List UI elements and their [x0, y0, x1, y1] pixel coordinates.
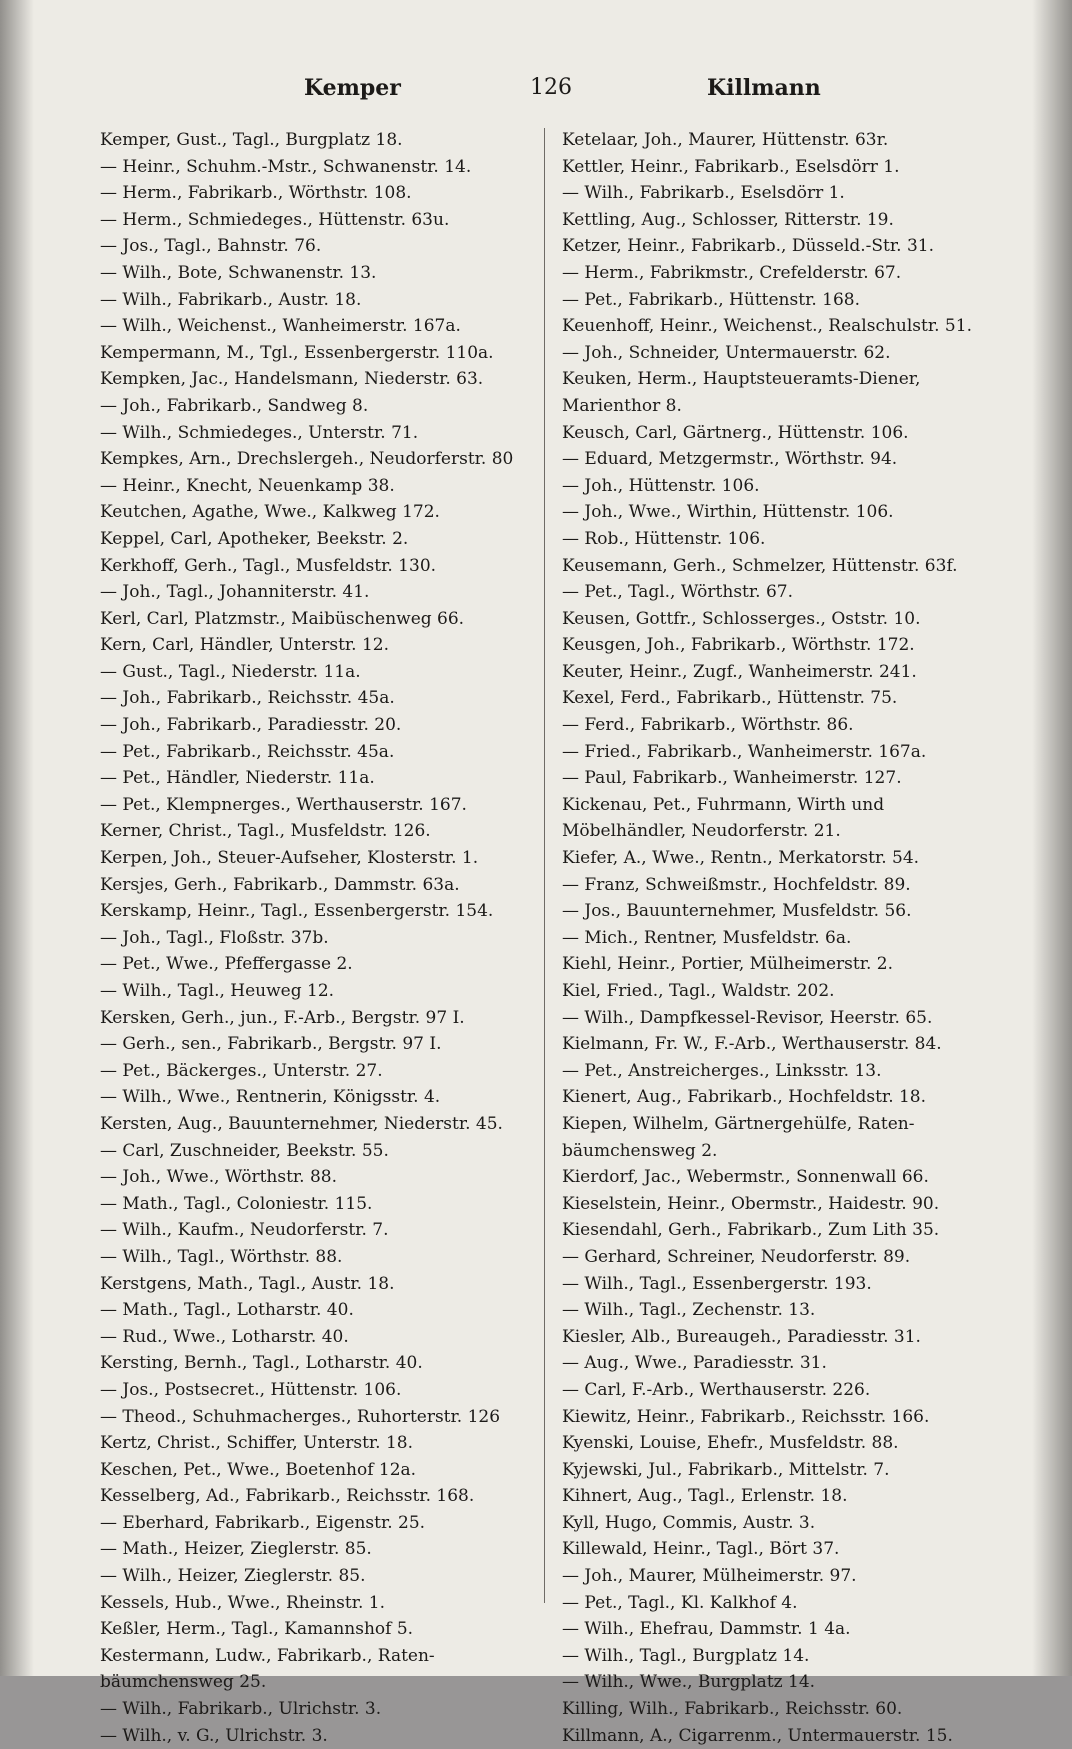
directory-entry: — Wilh., Tagl., Heuweg 12.: [100, 981, 335, 1001]
directory-entry: — Gerh., sen., Fabrikarb., Bergstr. 97 I.: [100, 1034, 442, 1055]
directory-entry: — Wilh., Tagl., Burgplatz 14.: [562, 1645, 810, 1666]
directory-entry: — Joh., Maurer, Mülheimerstr. 97.: [562, 1566, 857, 1587]
directory-entry: — Wilh., Wwe., Rentnerin, Königsstr. 4.: [100, 1087, 441, 1108]
directory-entry: — Wilh., Fabrikarb., Ulrichstr. 3.: [100, 1699, 382, 1720]
directory-entry: Keppel, Carl, Apotheker, Beekstr. 2.: [100, 528, 409, 549]
directory-entry: Keusgen, Joh., Fabrikarb., Wörthstr. 172.: [562, 635, 915, 656]
directory-entry: Kiehl, Heinr., Portier, Mülheimerstr. 2.: [562, 954, 894, 975]
page-edge-shadow-right: [1032, 0, 1072, 1676]
directory-entry: Keusen, Gottfr., Schlosserges., Oststr. 10.: [562, 608, 921, 629]
directory-entry: Kersten, Aug., Bauunternehmer, Niederstr. 45.: [100, 1113, 503, 1134]
directory-entry: Kerstgens, Math., Tagl., Austr. 18.: [100, 1273, 395, 1294]
directory-entry: Kempermann, M., Tgl., Essenbergerstr. 110a.: [100, 342, 494, 363]
directory-entry: — Herm., Schmiedeges., Hüttenstr. 63u.: [100, 209, 450, 230]
directory-entry: — Herm., Fabrikarb., Wörthstr. 108.: [100, 183, 412, 204]
directory-entry: Kempkes, Arn., Drechslergeh., Neudorferstr. 80: [100, 449, 514, 470]
header-right-catchword: Killmann: [707, 75, 821, 101]
directory-entry: — Aug., Wwe., Paradiesstr. 31.: [562, 1353, 827, 1374]
directory-entry: — Wilh., Dampfkessel-Revisor, Heerstr. 65.: [562, 1007, 933, 1028]
directory-entry: Kyenski, Louise, Ehefr., Musfeldstr. 88.: [562, 1433, 899, 1454]
directory-entry: Kerkhoff, Gerh., Tagl., Musfeldstr. 130.: [100, 555, 437, 576]
directory-entry: Kexel, Ferd., Fabrikarb., Hüttenstr. 75.: [562, 688, 898, 709]
directory-entry: Kiesendahl, Gerh., Fabrikarb., Zum Lith 35.: [562, 1220, 940, 1241]
directory-entry: — Pet., Tagl., Kl. Kalkhof 4.: [562, 1592, 798, 1613]
directory-entry: — Pet., Bäckerges., Unterstr. 27.: [100, 1060, 383, 1081]
directory-entry: — Math., Tagl., Lotharstr. 40.: [100, 1300, 354, 1321]
directory-entry: Kesselberg, Ad., Fabrikarb., Reichsstr. 168.: [100, 1486, 475, 1507]
directory-entry: Kempken, Jac., Handelsmann, Niederstr. 63.: [100, 369, 484, 390]
directory-entry: — Joh., Fabrikarb., Reichsstr. 45a.: [100, 688, 395, 709]
directory-entry: — Wilh., Weichenst., Wanheimerstr. 167a.: [100, 316, 461, 337]
directory-entry: Kickenau, Pet., Fuhrmann, Wirth und: [562, 794, 885, 815]
directory-entry: — Carl, Zuschneider, Beekstr. 55.: [100, 1140, 389, 1161]
directory-entry: Kettling, Aug., Schlosser, Ritterstr. 19.: [562, 209, 894, 230]
directory-entry: Kerskamp, Heinr., Tagl., Essenbergerstr. 154.: [100, 901, 494, 922]
directory-entry: Kersjes, Gerh., Fabrikarb., Dammstr. 63a.: [100, 874, 460, 895]
directory-entry: — Herm., Fabrikmstr., Crefelderstr. 67.: [562, 262, 902, 283]
directory-entry: — Gerhard, Schreiner, Neudorferstr. 89.: [562, 1246, 911, 1267]
directory-entry: — Wilh., Bote, Schwanenstr. 13.: [100, 262, 377, 283]
directory-entry: — Pet., Fabrikarb., Reichsstr. 45a.: [100, 741, 395, 762]
directory-entry: Marienthor 8.: [562, 395, 682, 416]
page-number: 126: [530, 75, 572, 100]
directory-entry: — Pet., Fabrikarb., Hüttenstr. 168.: [562, 289, 860, 310]
directory-entry: — Jos., Tagl., Bahnstr. 76.: [100, 236, 322, 257]
directory-entry: bäumchensweg 25.: [100, 1672, 267, 1693]
directory-entry: Kertz, Christ., Schiffer, Unterstr. 18.: [100, 1433, 414, 1454]
directory-entry: — Wilh., Tagl., Wörthstr. 88.: [100, 1246, 343, 1267]
directory-entry: Kerpen, Joh., Steuer-Aufseher, Klosterstr. 1.: [100, 848, 479, 869]
directory-entry: — Jos., Postsecret., Hüttenstr. 106.: [100, 1379, 402, 1400]
directory-entry: — Carl, F.-Arb., Werthauserstr. 226.: [562, 1379, 871, 1400]
directory-entry: — Theod., Schuhmacherges., Ruhorterstr. 126: [100, 1406, 501, 1427]
directory-entry: Keusemann, Gerh., Schmelzer, Hüttenstr. 63f.: [562, 555, 958, 576]
header-left-catchword: Kemper: [304, 75, 401, 101]
directory-entry: Keßler, Herm., Tagl., Kamannshof 5.: [100, 1619, 414, 1640]
directory-entry: — Joh., Fabrikarb., Sandweg 8.: [100, 395, 369, 416]
directory-entry: — Pet., Wwe., Pfeffergasse 2.: [100, 954, 353, 975]
directory-entry: Kieselstein, Heinr., Obermstr., Haidestr. 90.: [562, 1193, 940, 1214]
directory-entry: — Pet., Händler, Niederstr. 11a.: [100, 768, 375, 789]
directory-entry: Kerner, Christ., Tagl., Musfeldstr. 126.: [100, 821, 431, 842]
directory-entry: — Ferd., Fabrikarb., Wörthstr. 86.: [562, 715, 854, 736]
directory-entry: — Mich., Rentner, Musfeldstr. 6a.: [562, 927, 852, 948]
directory-entry: Kestermann, Ludw., Fabrikarb., Raten-: [100, 1645, 435, 1666]
directory-entry: Kierdorf, Jac., Webermstr., Sonnenwall 66.: [562, 1167, 929, 1188]
directory-entry: Kyll, Hugo, Commis, Austr. 3.: [562, 1512, 816, 1533]
directory-entry: Keutchen, Agathe, Wwe., Kalkweg 172.: [100, 502, 440, 523]
directory-entry: — Eduard, Metzgermstr., Wörthstr. 94.: [562, 449, 898, 470]
directory-entry: — Joh., Wwe., Wirthin, Hüttenstr. 106.: [562, 502, 894, 523]
directory-entry: Kern, Carl, Händler, Unterstr. 12.: [100, 635, 390, 656]
directory-entry: Kettler, Heinr., Fabrikarb., Eselsdörr 1.: [562, 156, 900, 177]
directory-entry: — Wilh., Heizer, Zieglerstr. 85.: [100, 1566, 366, 1587]
directory-entry: — Fried., Fabrikarb., Wanheimerstr. 167a.: [562, 741, 927, 762]
directory-entry: — Joh., Fabrikarb., Paradiesstr. 20.: [100, 715, 402, 736]
directory-entry: — Paul, Fabrikarb., Wanheimerstr. 127.: [562, 768, 902, 789]
directory-entry: — Pet., Anstreicherges., Linksstr. 13.: [562, 1060, 882, 1081]
directory-entry: Killewald, Heinr., Tagl., Bört 37.: [562, 1539, 840, 1560]
directory-entry: Kiepen, Wilhelm, Gärtnergehülfe, Raten-: [562, 1113, 915, 1134]
directory-entry: Kiefer, A., Wwe., Rentn., Merkatorstr. 54.: [562, 848, 920, 869]
directory-entry: Kersken, Gerh., jun., F.-Arb., Bergstr. 97 I.: [100, 1007, 465, 1028]
page-header: [90, 75, 1002, 111]
right-column: [562, 127, 1002, 1749]
directory-entry: Kiel, Fried., Tagl., Waldstr. 202.: [562, 981, 835, 1001]
directory-entry: — Wilh., Fabrikarb., Eselsdörr 1.: [562, 183, 845, 204]
directory-entry: — Joh., Schneider, Untermauerstr. 62.: [562, 342, 891, 363]
directory-entry: — Wilh., v. G., Ulrichstr. 3.: [100, 1725, 328, 1746]
directory-entry: Keusch, Carl, Gärtnerg., Hüttenstr. 106.: [562, 422, 909, 443]
directory-entry: — Wilh., Ehefrau, Dammstr. 1 4a.: [562, 1619, 851, 1640]
directory-entry: Kihnert, Aug., Tagl., Erlenstr. 18.: [562, 1486, 848, 1507]
directory-entry: Kielmann, Fr. W., F.-Arb., Werthauserstr. 84.: [562, 1034, 942, 1055]
directory-entry: Kemper, Gust., Tagl., Burgplatz 18.: [100, 130, 403, 150]
directory-entry: — Eberhard, Fabrikarb., Eigenstr. 25.: [100, 1512, 426, 1533]
directory-entry: — Joh., Hüttenstr. 106.: [562, 475, 760, 496]
directory-entry: bäumchensweg 2.: [562, 1140, 718, 1161]
directory-entry: — Franz, Schweißmstr., Hochfeldstr. 89.: [562, 874, 911, 895]
directory-entry: — Heinr., Knecht, Neuenkamp 38.: [100, 475, 395, 496]
directory-entry: Kessels, Hub., Wwe., Rheinstr. 1.: [100, 1592, 385, 1613]
directory-entry: Kiewitz, Heinr., Fabrikarb., Reichsstr. 166.: [562, 1406, 930, 1427]
directory-entry: — Math., Heizer, Zieglerstr. 85.: [100, 1539, 372, 1560]
directory-entry: — Wilh., Wwe., Burgplatz 14.: [562, 1672, 816, 1693]
directory-entry: Killmann, A., Cigarrenm., Untermauerstr. 15.: [562, 1725, 953, 1746]
directory-entry: Kiesler, Alb., Bureaugeh., Paradiesstr. 31.: [562, 1326, 921, 1347]
directory-entry: — Rob., Hüttenstr. 106.: [562, 528, 766, 549]
page-edge-shadow-left: [0, 0, 34, 1676]
directory-entry: — Gust., Tagl., Niederstr. 11a.: [100, 661, 361, 682]
directory-entry: — Joh., Tagl., Floßstr. 37b.: [100, 927, 329, 948]
column-divider: [544, 128, 545, 1603]
directory-entry: — Wilh., Tagl., Essenbergerstr. 193.: [562, 1273, 872, 1294]
left-column: [100, 127, 528, 1749]
directory-entry: — Joh., Wwe., Wörthstr. 88.: [100, 1167, 338, 1188]
directory-entry: Killing, Wilh., Fabrikarb., Reichsstr. 60.: [562, 1699, 903, 1720]
directory-entry: Kerl, Carl, Platzmstr., Maibüschenweg 66.: [100, 608, 465, 629]
directory-entry: — Jos., Bauunternehmer, Musfeldstr. 56.: [562, 901, 912, 922]
directory-entry: — Wilh., Kaufm., Neudorferstr. 7.: [100, 1220, 389, 1241]
directory-entry: Keuken, Herm., Hauptsteueramts-Diener,: [562, 369, 921, 390]
directory-entry: Ketzer, Heinr., Fabrikarb., Düsseld.-Str. 31.: [562, 236, 934, 257]
directory-entry: — Joh., Tagl., Johanniterstr. 41.: [100, 582, 370, 603]
directory-entry: Kersting, Bernh., Tagl., Lotharstr. 40.: [100, 1353, 423, 1374]
directory-entry: — Heinr., Schuhm.-Mstr., Schwanenstr. 14.: [100, 156, 472, 177]
directory-entry: — Math., Tagl., Coloniestr. 115.: [100, 1193, 373, 1214]
directory-entry: Keuenhoff, Heinr., Weichenst., Realschulstr. 51.: [562, 316, 972, 337]
directory-entry: — Pet., Klempnerges., Werthauserstr. 167.: [100, 794, 467, 815]
directory-entry: Möbelhändler, Neudorferstr. 21.: [562, 821, 841, 842]
directory-entry: — Wilh., Tagl., Zechenstr. 13.: [562, 1300, 816, 1321]
directory-entry: Keuter, Heinr., Zugf., Wanheimerstr. 241.: [562, 661, 917, 682]
directory-entry: Keschen, Pet., Wwe., Boetenhof 12a.: [100, 1459, 417, 1480]
directory-entry: — Pet., Tagl., Wörthstr. 67.: [562, 582, 793, 603]
directory-entry: — Rud., Wwe., Lotharstr. 40.: [100, 1326, 349, 1347]
directory-entry: Kyjewski, Jul., Fabrikarb., Mittelstr. 7.: [562, 1459, 890, 1480]
directory-entry: — Wilh., Fabrikarb., Austr. 18.: [100, 289, 362, 310]
directory-entry: Ketelaar, Joh., Maurer, Hüttenstr. 63r.: [562, 130, 889, 150]
directory-entry: — Wilh., Schmiedeges., Unterstr. 71.: [100, 422, 419, 443]
directory-entry: Kienert, Aug., Fabrikarb., Hochfeldstr. 18.: [562, 1087, 927, 1108]
